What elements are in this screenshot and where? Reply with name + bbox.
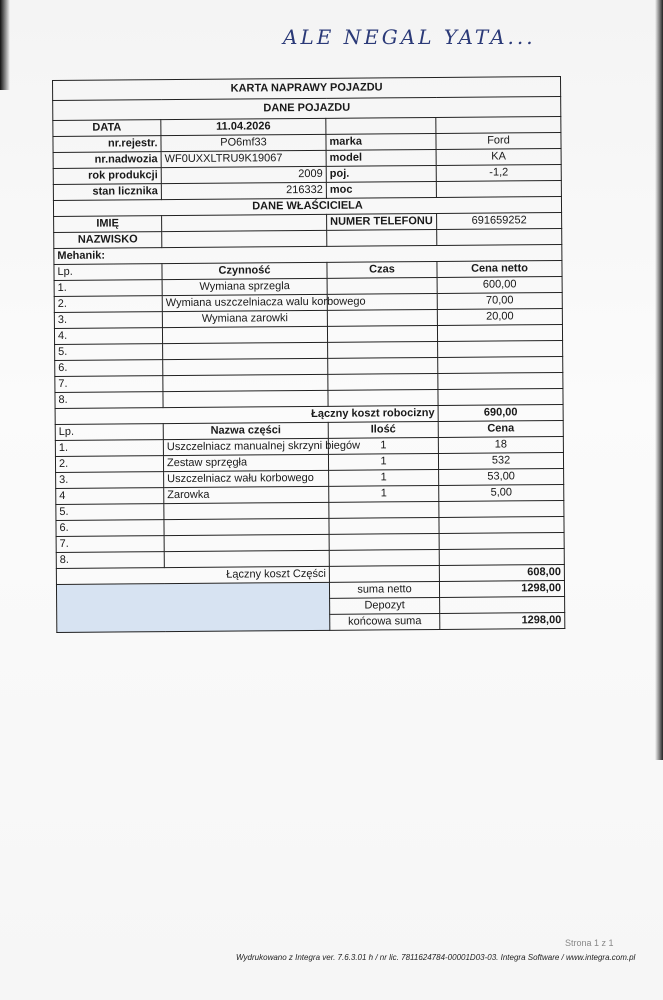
model-value: KA [436, 149, 561, 166]
labor-total-label: Łączny koszt robocizny [55, 405, 438, 424]
parts-row-qty: 1 [328, 453, 438, 470]
parts-row-price: 53,00 [439, 468, 564, 485]
date-value: 11.04.2026 [161, 118, 326, 135]
labor-col-task: Czynność [162, 262, 327, 279]
odometer-label: stan licznika [53, 184, 161, 201]
mechanic-label: Mehanik: [54, 245, 562, 265]
last-name-label: NAZWISKO [54, 232, 162, 249]
phone-value: 691659252 [437, 213, 562, 230]
parts-row-lp: 3. [56, 472, 164, 489]
summary-final-value: 1298,00 [440, 612, 565, 629]
labor-row-price [438, 356, 563, 373]
parts-row-qty [329, 501, 439, 518]
parts-row-qty [329, 533, 439, 550]
first-name-label: IMIĘ [54, 216, 162, 233]
power-value [436, 181, 561, 198]
labor-col-time: Czas [327, 261, 437, 278]
parts-row-name: Uszczelniacz wału korbowego [164, 470, 329, 487]
labor-row-lp: 2. [54, 296, 162, 313]
parts-row-name: Zestaw sprzęgła [163, 454, 328, 471]
labor-col-lp: Lp. [54, 264, 162, 281]
page-number: Strona 1 z 1 [565, 938, 614, 948]
labor-row-lp: 1. [54, 280, 162, 297]
form-title: KARTA NAPRAWY POJAZDU [53, 77, 561, 101]
parts-row-qty [329, 549, 439, 566]
parts-row-lp: 7. [56, 536, 164, 553]
labor-row-price [438, 340, 563, 357]
parts-row-qty [329, 517, 439, 534]
parts-row-qty: 1 [329, 485, 439, 502]
last-name-empty2 [437, 229, 562, 246]
parts-row-price [439, 548, 564, 565]
labor-row-task: Wymiana uszczelniacza walu korbowego [162, 294, 327, 311]
reg-label: nr.rejestr. [53, 136, 161, 153]
labor-row-task: Wymiana sprzegla [162, 278, 327, 295]
labor-row-task: Wymiana zarowki [162, 310, 327, 327]
labor-row-price: 20,00 [437, 308, 562, 325]
parts-col-name: Nazwa części [163, 422, 328, 439]
repair-card-table [52, 76, 565, 633]
labor-row-price [437, 324, 562, 341]
parts-row-lp: 6. [56, 520, 164, 537]
summary-net-value: 1298,00 [439, 580, 564, 597]
make-cell-empty2 [436, 117, 561, 134]
labor-total-value: 690,00 [438, 404, 563, 421]
engine-label: poj. [326, 165, 436, 182]
summary-net-label: suma netto [329, 581, 439, 598]
labor-row-lp: 5. [55, 344, 163, 361]
parts-row-lp: 5. [56, 504, 164, 521]
labor-row-lp: 6. [55, 360, 163, 377]
year-value: 2009 [161, 166, 326, 183]
summary-blue-block [56, 582, 329, 632]
reg-value: PO6mf33 [161, 134, 326, 151]
parts-row-name [164, 518, 329, 535]
svg-text:ALE NEGAL YATA...: ALE NEGAL YATA... [283, 25, 536, 49]
parts-col-lp: Lp. [55, 424, 163, 441]
make-label: marka [326, 133, 436, 150]
parts-row-lp: 8. [56, 552, 164, 569]
parts-row-price [439, 532, 564, 549]
labor-row-time [328, 341, 438, 358]
print-footer: Wydrukowano z Integra ver. 7.6.3.01 h / nr lic. 7811624784-00001D03-03. Integra Software / www.integra.com.pl [236, 953, 636, 962]
phone-label: NUMER TELEFONU [327, 213, 437, 230]
labor-row-time [327, 277, 437, 294]
parts-total-value: 608,00 [439, 564, 564, 581]
labor-row-task [163, 358, 328, 375]
parts-row-price [439, 516, 564, 533]
labor-col-price: Cena netto [437, 261, 562, 278]
parts-row-lp: 1. [55, 440, 163, 457]
summary-deposit-value [440, 596, 565, 613]
parts-row-name: Zarowka [164, 486, 329, 503]
parts-row-price: 532 [438, 452, 563, 469]
parts-row-qty: 1 [329, 469, 439, 486]
first-name-value [162, 214, 327, 231]
vin-value: WF0UXXLTRU9K19067 [161, 150, 326, 167]
last-name-empty [327, 229, 437, 246]
parts-row-lp: 2. [55, 456, 163, 473]
owner-section-heading: DANE WŁAŚCICIELA [53, 197, 561, 217]
labor-row-task [163, 374, 328, 391]
repair-card-form [52, 76, 565, 700]
parts-row-name [164, 502, 329, 519]
parts-total-label: Łączny koszt Części [56, 566, 329, 584]
parts-col-qty: Ilość [328, 421, 438, 438]
parts-row-qty: 1 [328, 437, 438, 454]
labor-row-lp: 7. [55, 376, 163, 393]
labor-row-price [438, 388, 563, 405]
handwritten-note [283, 16, 583, 56]
make-value: Ford [436, 133, 561, 150]
date-label: DATA [53, 120, 161, 137]
model-label: model [326, 149, 436, 166]
parts-row-name [164, 550, 329, 567]
vin-label: nr.nadwozia [53, 152, 161, 169]
parts-row-name: Uszczelniacz manualnej skrzyni biegów [163, 438, 328, 455]
labor-row-task [162, 326, 327, 343]
scan-edge-shadow [655, 0, 663, 760]
labor-row-time [328, 389, 438, 406]
summary-deposit-label: Depozyt [330, 597, 440, 614]
vehicle-section-heading: DANE POJAZDU [53, 97, 561, 121]
labor-row-task [163, 342, 328, 359]
parts-row-price: 18 [438, 436, 563, 453]
year-label: rok produkcji [53, 168, 161, 185]
labor-row-lp: 3. [54, 312, 162, 329]
labor-row-price [438, 372, 563, 389]
scan-corner-shadow [0, 0, 10, 90]
summary-final-label: końcowa suma [330, 613, 440, 630]
power-label: moc [326, 181, 436, 198]
parts-total-empty [329, 565, 439, 582]
parts-row-price [439, 500, 564, 517]
parts-row-name [164, 534, 329, 551]
labor-row-price: 600,00 [437, 276, 562, 293]
labor-row-time [328, 373, 438, 390]
odometer-value: 216332 [161, 182, 326, 199]
make-cell-empty [326, 117, 436, 134]
labor-row-time [328, 357, 438, 374]
parts-row-lp: 4 [56, 488, 164, 505]
labor-row-lp: 4. [54, 328, 162, 345]
labor-row-price: 70,00 [437, 292, 562, 309]
parts-col-price: Cena [438, 420, 563, 437]
parts-row-price: 5,00 [439, 484, 564, 501]
labor-row-task [163, 390, 328, 407]
labor-row-time [327, 325, 437, 342]
labor-row-time [327, 309, 437, 326]
labor-row-lp: 8. [55, 392, 163, 409]
last-name-value [162, 230, 327, 247]
engine-value: -1,2 [436, 165, 561, 182]
